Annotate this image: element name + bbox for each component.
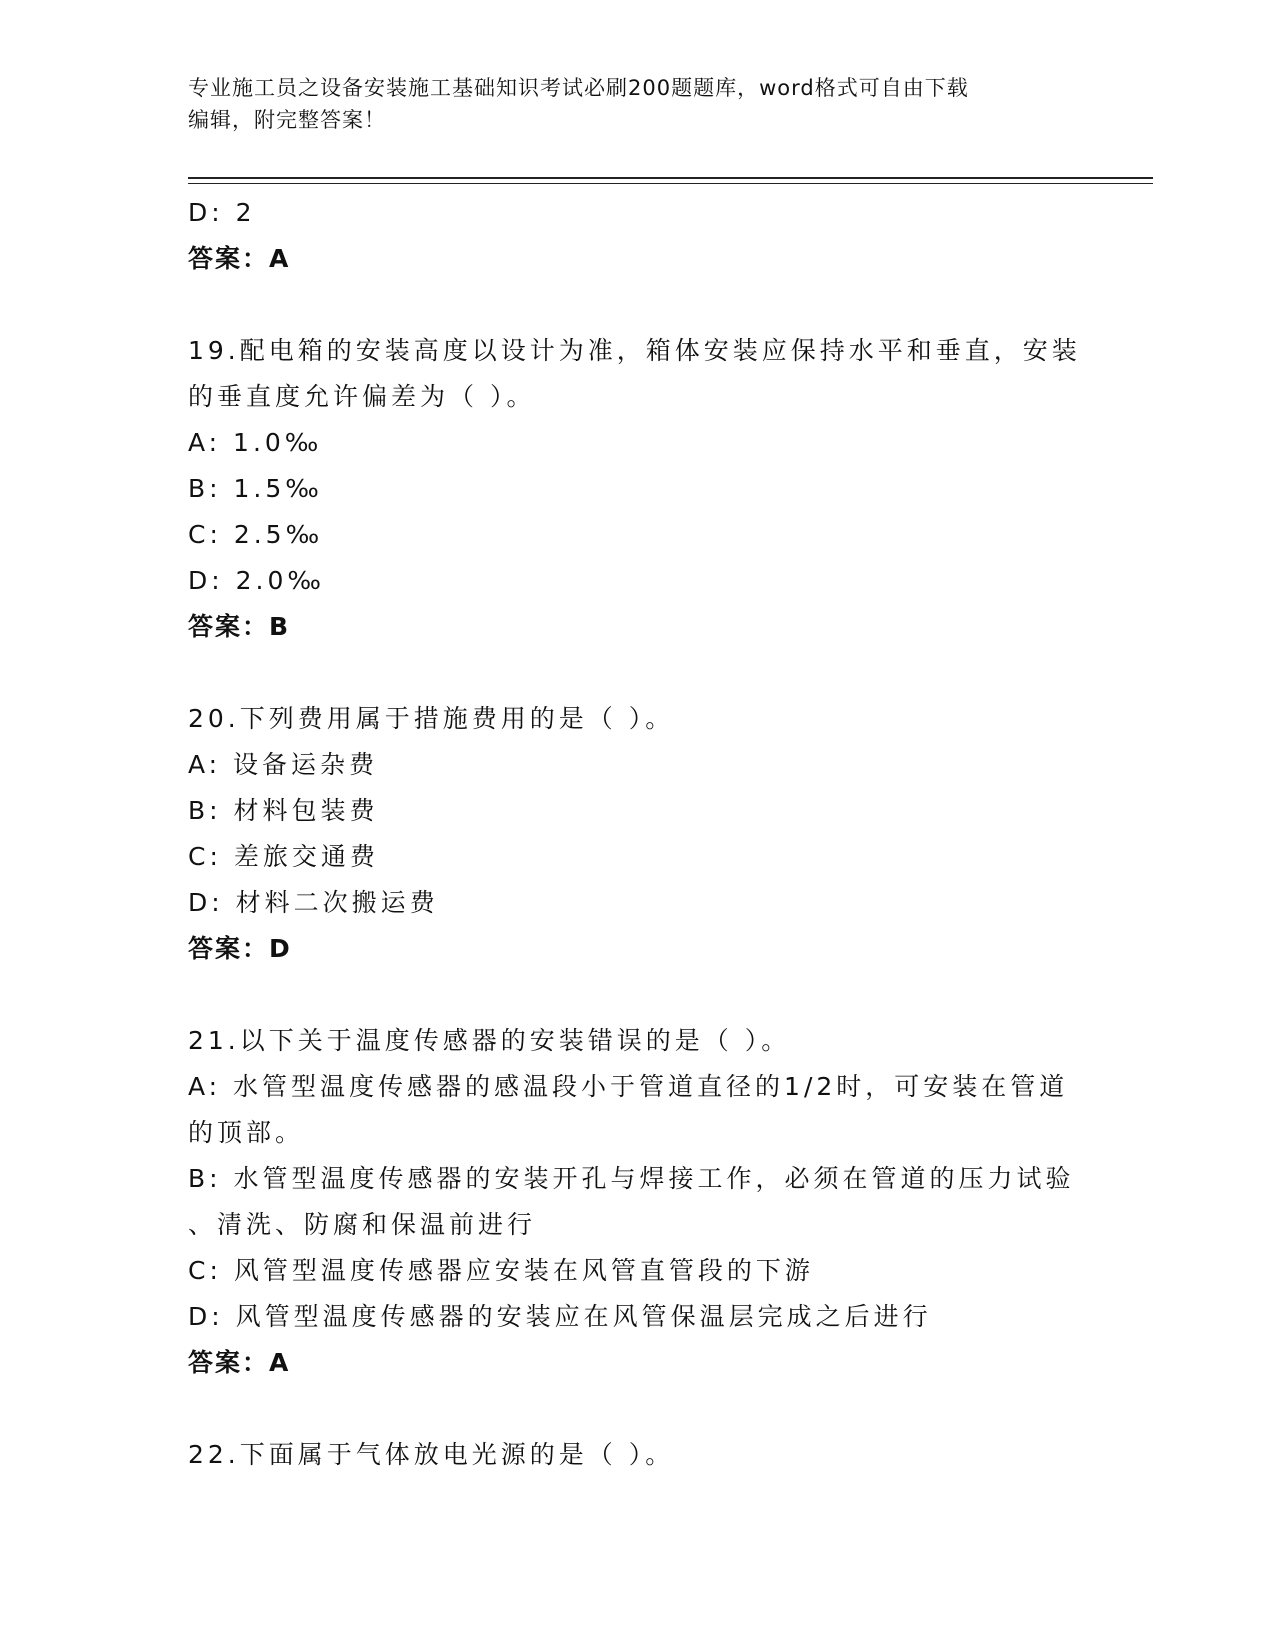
question-22 [188, 1432, 1088, 1478]
question-21-option-b-line-2: 、清洗、防腐和保温前进行 [188, 1210, 537, 1239]
spacer [188, 282, 1088, 328]
question-20-stem: 20.下列费用属于措施费用的是（ ）。 [188, 704, 675, 733]
question-19-option-d: D: 2.0‰ [188, 566, 325, 595]
question-21 [188, 1018, 1088, 1386]
header-title-line-1: 专业施工员之设备安装施工基础知识考试必刷200题题库，word格式可自由下载 [188, 76, 969, 100]
question-19 [188, 328, 1088, 650]
question-19-stem-line-1: 19.配电箱的安装高度以设计为准，箱体安装应保持水平和垂直，安装 [188, 336, 1081, 365]
question-21-option-c: C: 风管型温度传感器应安装在风管直管段的下游 [188, 1256, 814, 1285]
question-20-option-b: B: 材料包装费 [188, 796, 379, 825]
spacer [188, 650, 1088, 696]
header-rule-thick [188, 177, 1153, 179]
prev-answer: 答案：A [188, 244, 291, 273]
header-title-line-2: 编辑，附完整答案！ [188, 108, 386, 132]
page-header [188, 72, 1088, 136]
question-19-stem-line-2: 的垂直度允许偏差为（ ）。 [188, 382, 536, 411]
question-21-stem: 21.以下关于温度传感器的安装错误的是（ ）。 [188, 1026, 791, 1055]
question-21-option-a-line-2: 的顶部。 [188, 1118, 305, 1147]
question-19-option-c: C: 2.5‰ [188, 520, 324, 549]
question-20-option-a: A: 设备运杂费 [188, 750, 379, 779]
question-20-answer: 答案：D [188, 934, 292, 963]
question-20 [188, 696, 1088, 972]
document-body [188, 190, 1088, 1478]
question-19-option-b: B: 1.5‰ [188, 474, 323, 503]
question-21-option-d: D: 风管型温度传感器的安装应在风管保温层完成之后进行 [188, 1302, 932, 1331]
question-21-answer: 答案：A [188, 1348, 291, 1377]
spacer [188, 1386, 1088, 1432]
question-21-option-b-line-1: B: 水管型温度传感器的安装开孔与焊接工作，必须在管道的压力试验 [188, 1164, 1075, 1193]
question-20-option-d: D: 材料二次搬运费 [188, 888, 439, 917]
question-19-answer: 答案：B [188, 612, 291, 641]
header-rule-thin [188, 183, 1153, 184]
prev-option-d: D: 2 [188, 198, 256, 227]
spacer [188, 972, 1088, 1018]
question-20-option-c: C: 差旅交通费 [188, 842, 379, 871]
question-21-option-a-line-1: A: 水管型温度传感器的感温段小于管道直径的1/2时，可安装在管道 [188, 1072, 1069, 1101]
question-19-option-a: A: 1.0‰ [188, 428, 323, 457]
question-22-stem: 22.下面属于气体放电光源的是（ ）。 [188, 1440, 675, 1469]
